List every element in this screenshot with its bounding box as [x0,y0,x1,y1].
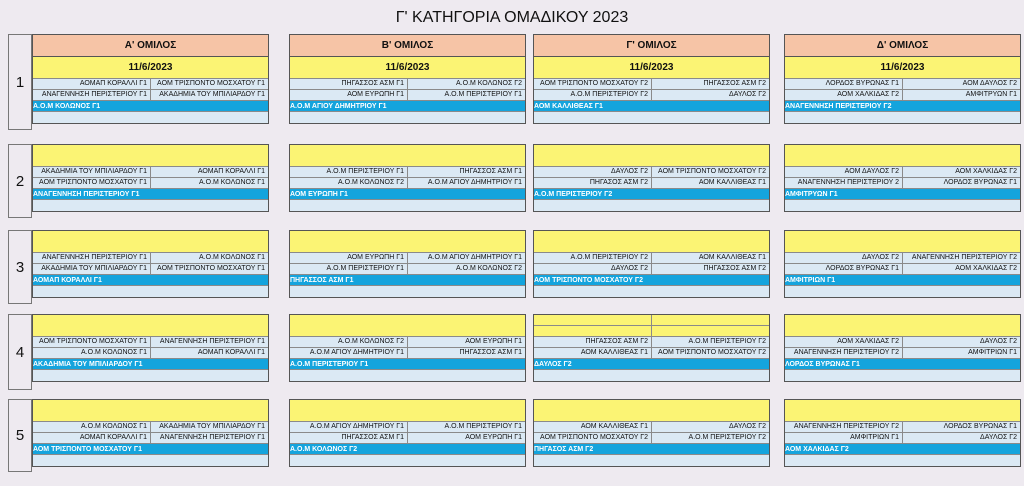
group-card [784,144,1021,212]
date-row-empty [534,326,769,337]
home-team: ΑΟΜ ΧΑΛΚΙΔΑΣ Γ2 [785,337,903,347]
away-team: Α.Ο.Μ ΚΟΛΩΝΟΣ Γ2 [456,265,522,272]
away-team: ΑΜΦΙΤΡΥΩΝ Γ1 [965,91,1017,98]
group-header: Β' ΟΜΙΛΟΣ [290,35,525,57]
round-block [8,230,1024,304]
home-team: ΑΝΑΓΕΝΝΗΣΗ ΠΕΡΙΣΤΕΡΙΟΥ 2 [785,178,903,188]
blank-row [785,112,1020,123]
date-row-empty [785,145,1020,167]
match-row [33,264,268,275]
round-number: 3 [8,230,32,304]
away-team: ΑΟΜ ΔΑΥΛΟΣ Γ2 [962,80,1017,87]
group-card [533,34,770,124]
group-card [32,399,269,467]
blank-row [785,200,1020,211]
bye-team: ΑΜΦΙΤΡΥΩΝ Γ1 [785,189,1020,200]
group-card [533,144,770,212]
blank-row [290,112,525,123]
match-date: 11/6/2023 [785,57,1020,79]
away-team: Α.Ο.Μ ΚΟΛΩΝΟΣ Γ2 [456,80,522,87]
home-team: Α.Ο.Μ ΚΟΛΩΝΟΣ Γ2 [290,337,408,347]
away-team: Α.Ο.Μ ΚΟΛΩΝΟΣ Γ1 [199,254,265,261]
match-row [33,348,268,359]
empty-cell [652,326,769,336]
bye-team: ΑΚΑΔΗΜΙΑ ΤΟΥ ΜΠΙΛΙΑΡΔΟΥ Γ1 [33,359,268,370]
away-team: ΑΟΜ ΤΡΙΣΠΟΝΤΟ ΜΟΣΧΑΤΟΥ Γ2 [658,349,766,356]
date-row-empty [534,145,769,167]
match-row [290,422,525,433]
away-team: ΔΑΥΛΟΣ Γ2 [980,338,1017,345]
away-team: ΑΟΜ ΕΥΡΩΠΗ Γ1 [465,338,522,345]
match-row [785,264,1020,275]
match-row [290,433,525,444]
bye-team: ΑΟΜΑΠ ΚΟΡΑΛΛΙ Γ1 [33,275,268,286]
empty-cell [652,315,769,325]
away-team: Α.Ο.Μ ΑΓΙΟΥ ΔΗΜΗΤΡΙΟΥ Γ1 [427,179,522,186]
away-team: ΑΟΜ ΕΥΡΩΠΗ Γ1 [465,434,522,441]
blank-row [785,370,1020,381]
away-team: ΔΑΥΛΟΣ Γ2 [729,423,766,430]
away-team: ΑΝΑΓΕΝΝΗΣΗ ΠΕΡΙΣΤΕΡΙΟΥ Γ1 [159,434,265,441]
group-card [289,144,526,212]
home-team: ΑΟΜΑΠ ΚΟΡΑΛΛΙ Γ1 [33,79,151,89]
blank-row [33,455,268,466]
date-row-empty [534,231,769,253]
bye-team: ΑΝΑΓΕΝΝΗΣΗ ΠΕΡΙΣΤΕΡΙΟΥ Γ1 [33,189,268,200]
away-team: ΑΝΑΓΕΝΝΗΣΗ ΠΕΡΙΣΤΕΡΙΟΥ Γ1 [159,338,265,345]
home-team: Α.Ο.Μ ΑΓΙΟΥ ΔΗΜΗΤΡΙΟΥ Γ1 [290,422,408,432]
group-card [32,34,269,124]
match-row [290,178,525,189]
blank-row [33,200,268,211]
match-row [785,79,1020,90]
group-header: Γ' ΟΜΙΛΟΣ [534,35,769,57]
match-row [785,433,1020,444]
home-team: ΑΟΜ ΧΑΛΚΙΔΑΣ Γ2 [785,90,903,100]
away-team: ΑΟΜ ΤΡΙΣΠΟΝΤΟ ΜΟΣΧΑΤΟΥ Γ1 [157,265,265,272]
away-team: ΑΚΑΔΗΜΙΑ ΤΟΥ ΜΠΙΛΙΑΡΔΟΥ Γ1 [159,91,265,98]
home-team: ΠΗΓΑΣΣΟΣ ΑΣΜ Γ1 [290,433,408,443]
match-row [534,253,769,264]
match-row [33,90,268,101]
home-team: ΑΟΜ ΤΡΙΣΠΟΝΤΟ ΜΟΣΧΑΤΟΥ Γ2 [534,79,652,89]
match-row [33,337,268,348]
away-team: ΠΗΓΑΣΣΟΣ ΑΣΜ Γ1 [459,168,522,175]
match-row [785,167,1020,178]
match-row [534,178,769,189]
blank-row [290,286,525,297]
away-team: Α.Ο.Μ ΚΟΛΩΝΟΣ Γ1 [199,179,265,186]
away-team: ΑΟΜ ΤΡΙΣΠΟΝΤΟ ΜΟΣΧΑΤΟΥ Γ1 [157,80,265,87]
home-team: Α.Ο.Μ ΚΟΛΩΝΟΣ Γ1 [33,348,151,358]
round-block [8,144,1024,218]
round-number: 5 [8,399,32,472]
date-row-empty [785,400,1020,422]
group-card [289,399,526,467]
date-row-empty [290,145,525,167]
away-team: ΑΟΜ ΧΑΛΚΙΔΑΣ Γ2 [955,168,1017,175]
date-row-empty [33,315,268,337]
away-team: ΛΟΡΔΟΣ ΒΥΡΩΝΑΣ Γ1 [943,179,1017,186]
home-team: ΑΝΑΓΕΝΝΗΣΗ ΠΕΡΙΣΤΕΡΙΟΥ Γ1 [33,253,151,263]
home-team: ΑΝΑΓΕΝΝΗΣΗ ΠΕΡΙΣΤΕΡΙΟΥ Γ1 [33,90,151,100]
home-team: ΛΟΡΔΟΣ ΒΥΡΩΝΑΣ Γ1 [785,264,903,274]
blank-row [290,200,525,211]
match-row [290,348,525,359]
round-number: 2 [8,144,32,218]
empty-cell [534,326,652,336]
home-team: ΑΟΜ ΤΡΙΣΠΟΝΤΟ ΜΟΣΧΑΤΟΥ Γ1 [33,178,151,188]
match-row [290,79,525,90]
round-number: 1 [8,34,32,130]
bye-team: ΠΗΓΑΣΟΣ ΑΣΜ Γ2 [534,444,769,455]
match-row [785,90,1020,101]
home-team: Α.Ο.Μ ΑΓΙΟΥ ΔΗΜΗΤΡΙΟΥ Γ1 [290,348,408,358]
round-block [8,34,1024,130]
match-date: 11/6/2023 [534,57,769,79]
blank-row [785,286,1020,297]
home-team: ΑΟΜ ΕΥΡΩΠΗ Γ1 [290,253,408,263]
home-team: Α.Ο.Μ ΠΕΡΙΣΤΕΡΙΟΥ Γ1 [290,167,408,177]
home-team: ΑΟΜ ΤΡΙΣΠΟΝΤΟ ΜΟΣΧΑΤΟΥ Γ1 [33,337,151,347]
match-row [33,433,268,444]
home-team: ΑΟΜΑΠ ΚΟΡΑΛΛΙ Γ1 [33,433,151,443]
match-row [534,264,769,275]
away-team: ΠΗΓΑΣΣΟΣ ΑΣΜ Γ2 [703,265,766,272]
match-date: 11/6/2023 [290,57,525,79]
match-row [534,167,769,178]
bye-team: Α.Ο.Μ ΑΓΙΟΥ ΔΗΜΗΤΡΙΟΥ Γ1 [290,101,525,112]
home-team: ΑΜΦΙΤΡΙΩΝ Γ1 [785,433,903,443]
home-team: ΑΚΑΔΗΜΙΑ ΤΟΥ ΜΠΙΛΙΑΡΔΟΥ Γ1 [33,167,151,177]
away-team: Α.Ο.Μ ΠΕΡΙΣΤΕΡΙΟΥ Γ1 [444,91,522,98]
bye-team: ΛΟΡΔΟΣ ΒΥΡΩΝΑΣ Γ1 [785,359,1020,370]
home-team: Α.Ο.Μ ΚΟΛΩΝΟΣ Γ2 [290,178,408,188]
blank-row [534,286,769,297]
match-row [290,167,525,178]
blank-row [290,370,525,381]
bye-team: Α.Ο.Μ ΠΕΡΙΣΤΕΡΙΟΥ Γ1 [290,359,525,370]
bye-team: ΑΟΜ ΤΡΙΣΠΟΝΤΟ ΜΟΣΧΑΤΟΥ Γ1 [33,444,268,455]
date-row-empty [290,231,525,253]
home-team: ΑΟΜ ΔΑΥΛΟΣ Γ2 [785,167,903,177]
group-card [289,34,526,124]
group-header: Α' ΟΜΙΛΟΣ [33,35,268,57]
away-team: Α.Ο.Μ ΠΕΡΙΣΤΕΡΙΟΥ Γ2 [688,338,766,345]
page-title: Γ' ΚΑΤΗΓΟΡΙΑ ΟΜΑΔΙΚΟΥ 2023 [395,9,629,26]
bye-team: ΠΗΓΑΣΣΟΣ ΑΣΜ Γ1 [290,275,525,286]
group-card [289,314,526,382]
bye-team: ΑΟΜ ΚΑΛΛΙΘΕΑΣ Γ1 [534,101,769,112]
match-row [33,167,268,178]
blank-row [534,200,769,211]
empty-cell [534,315,652,325]
match-row [785,422,1020,433]
group-card [533,399,770,467]
bye-team: ΔΑΥΛΟΣ Γ2 [534,359,769,370]
home-team: ΑΟΜ ΕΥΡΩΠΗ Γ1 [290,90,408,100]
away-team: ΑΟΜΑΠ ΚΟΡΑΛΛΙ Γ1 [197,349,265,356]
away-team: ΑΟΜ ΚΑΛΛΙΘΕΑΣ Γ1 [698,254,766,261]
match-row [33,79,268,90]
bye-team: ΑΟΜ ΤΡΙΣΠΟΝΤΟ ΜΟΣΧΑΤΟΥ Γ2 [534,275,769,286]
away-team: ΠΗΓΑΣΣΟΣ ΑΣΜ Γ2 [703,80,766,87]
bye-team: ΑΟΜ ΧΑΛΚΙΔΑΣ Γ2 [785,444,1020,455]
blank-row [534,370,769,381]
bye-team: ΑΝΑΓΕΝΝΗΣΗ ΠΕΡΙΣΤΕΡΙΟΥ Γ2 [785,101,1020,112]
away-team: Α.Ο.Μ ΠΕΡΙΣΤΕΡΙΟΥ Γ2 [688,434,766,441]
group-card [533,314,770,382]
away-team: ΑΚΑΔΗΜΙΑ ΤΟΥ ΜΠΙΛΙΑΡΔΟΥ Γ1 [159,423,265,430]
home-team: ΔΑΥΛΟΣ Γ2 [534,167,652,177]
bye-team: Α.Ο.Μ ΚΟΛΩΝΟΣ Γ2 [290,444,525,455]
home-team: ΠΗΓΑΣΟΣ ΑΣΜ Γ2 [534,178,652,188]
match-row [290,337,525,348]
date-row-empty [33,400,268,422]
away-team: ΛΟΡΔΟΣ ΒΥΡΩΝΑΣ Γ1 [943,423,1017,430]
match-row [290,264,525,275]
group-card [32,314,269,382]
match-row [33,422,268,433]
home-team: ΔΑΥΛΟΣ Γ2 [534,264,652,274]
date-row-empty [33,145,268,167]
away-team: Α.Ο.Μ ΠΕΡΙΣΤΕΡΙΟΥ Γ1 [444,423,522,430]
match-row [534,422,769,433]
away-team: ΔΑΥΛΟΣ Γ2 [980,434,1017,441]
bye-team: Α.Ο.Μ ΠΕΡΙΣΤΕΡΙΟΥ Γ2 [534,189,769,200]
date-row-empty [534,400,769,422]
away-team: ΑΟΜ ΤΡΙΣΠΟΝΤΟ ΜΟΣΧΑΤΟΥ Γ2 [658,168,766,175]
match-row [534,90,769,101]
group-header: Δ' ΟΜΙΛΟΣ [785,35,1020,57]
home-team: ΑΝΑΓΕΝΝΗΣΗ ΠΕΡΙΣΤΕΡΙΟΥ Γ2 [785,422,903,432]
home-team: Α.Ο.Μ ΠΕΡΙΣΤΕΡΙΟΥ Γ2 [534,253,652,263]
bye-team: ΑΜΦΙΤΡΙΩΝ Γ1 [785,275,1020,286]
match-row [785,348,1020,359]
match-row [33,178,268,189]
home-team: ΑΝΑΓΕΝΝΗΣΗ ΠΕΡΙΣΤΕΡΙΟΥ Γ2 [785,348,903,358]
match-row [534,337,769,348]
home-team: ΑΟΜ ΚΑΛΛΙΘΕΑΣ Γ1 [534,422,652,432]
match-row [33,253,268,264]
away-team: ΑΜΦΙΤΡΙΩΝ Γ1 [968,349,1017,356]
away-team: ΠΗΓΑΣΣΟΣ ΑΣΜ Γ1 [459,349,522,356]
date-row-empty [785,231,1020,253]
group-card [533,230,770,298]
blank-row [33,112,268,123]
blank-row [33,286,268,297]
blank-row [785,455,1020,466]
bye-team: ΑΟΜ ΕΥΡΩΠΗ Γ1 [290,189,525,200]
group-card [784,399,1021,467]
match-date: 11/6/2023 [33,57,268,79]
group-card [32,144,269,212]
blank-row [33,370,268,381]
blank-row [534,455,769,466]
away-team: Α.Ο.Μ ΑΓΙΟΥ ΔΗΜΗΤΡΙΟΥ Γ1 [427,254,522,261]
group-card [32,230,269,298]
away-team: ΔΑΥΛΟΣ Γ2 [729,91,766,98]
round-number: 4 [8,314,32,390]
home-team: ΠΗΓΑΣΣΟΣ ΑΣΜ Γ1 [290,79,408,89]
match-row [290,90,525,101]
match-row [290,253,525,264]
away-team: ΑΝΑΓΕΝΝΗΣΗ ΠΕΡΙΣΤΕΡΙΟΥ Γ2 [911,254,1017,261]
match-row [785,253,1020,264]
home-team: Α.Ο.Μ ΚΟΛΩΝΟΣ Γ1 [33,422,151,432]
home-team: ΑΚΑΔΗΜΙΑ ΤΟΥ ΜΠΙΛΙΑΡΔΟΥ Γ1 [33,264,151,274]
date-row-empty [290,315,525,337]
away-team: ΑΟΜ ΚΑΛΛΙΘΕΑΣ Γ1 [698,179,766,186]
match-row [785,178,1020,189]
match-row [785,337,1020,348]
group-card [784,34,1021,124]
home-team: ΑΟΜ ΤΡΙΣΠΟΝΤΟ ΜΟΣΧΑΤΟΥ Γ2 [534,433,652,443]
date-row-empty [534,315,769,326]
away-team: ΑΟΜΑΠ ΚΟΡΑΛΛΙ Γ1 [197,168,265,175]
round-block [8,399,1024,472]
match-row [534,79,769,90]
home-team: Α.Ο.Μ ΠΕΡΙΣΤΕΡΙΟΥ Γ1 [290,264,408,274]
bye-team: Α.Ο.Μ ΚΟΛΩΝΟΣ Γ1 [33,101,268,112]
home-team: ΑΟΜ ΚΑΛΛΙΘΕΑΣ Γ1 [534,348,652,358]
group-card [784,314,1021,382]
date-row-empty [290,400,525,422]
date-row-empty [785,315,1020,337]
group-card [289,230,526,298]
blank-row [290,455,525,466]
date-row-empty [33,231,268,253]
home-team: Α.Ο.Μ ΠΕΡΙΣΤΕΡΙΟΥ Γ2 [534,90,652,100]
group-card [784,230,1021,298]
away-team: ΑΟΜ ΧΑΛΚΙΔΑΣ Γ2 [955,265,1017,272]
blank-row [534,112,769,123]
round-block [8,314,1024,390]
home-team: ΛΟΡΔΟΣ ΒΥΡΩΝΑΣ Γ1 [785,79,903,89]
home-team: ΠΗΓΑΣΣΟΣ ΑΣΜ Γ2 [534,337,652,347]
match-row [534,348,769,359]
match-row [534,433,769,444]
home-team: ΔΑΥΛΟΣ Γ2 [785,253,903,263]
